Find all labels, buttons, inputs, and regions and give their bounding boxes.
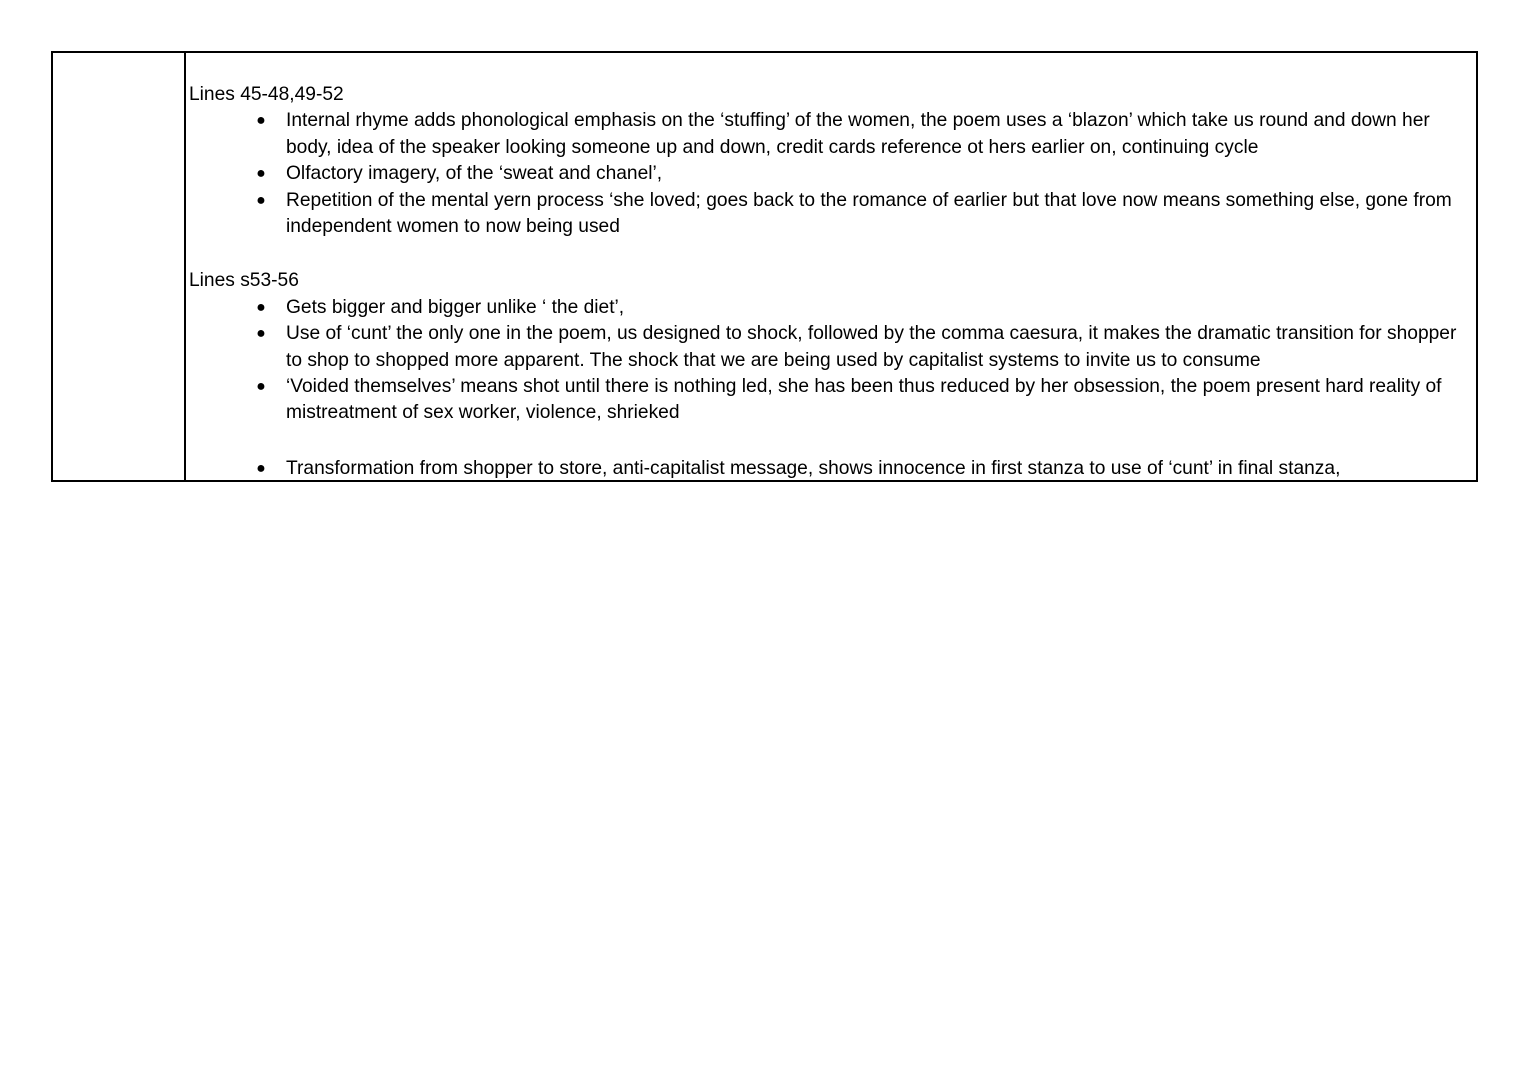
empty-label-cell [53,53,186,480]
section-heading-lines-45-52: Lines 45-48,49-52 [189,84,344,105]
item-spacer [188,427,1476,456]
bullet-icon: ● [256,378,266,396]
bullet-text: ‘Voided themselves’ means shot until there is nothing led, she has been thus reduced by her obsession, the poem present hard reality of mistreatment of sex worker, violence, shrieked [286,376,1442,424]
bullet-text: Transformation from shopper to store, anti-capitalist message, shows innocence in first stanza to use of ‘cunt’ in final stanza, [286,457,1341,479]
list-item [188,161,1476,187]
section-spacer [188,240,1476,268]
bullet-icon: ● [256,298,266,316]
bullet-text: Internal rhyme adds phonological emphasis on the ‘stuffing’ of the women, the poem uses a ‘blazon’ which take us round and down her body, idea of the speaker looking someone up and down, credit cards reference ot hers earlier on, continuing cycle [286,110,1430,158]
bullet-icon: ● [256,191,266,209]
list-item [188,321,1476,374]
bullet-icon: ● [256,459,266,477]
bullet-list-summary [188,456,1476,480]
bullet-text: Use of ‘cunt’ the only one in the poem, us designed to shock, followed by the comma caesura, it makes the dramatic transition for shopper to shop to shopped more apparent. The shock that we are being used by capitalist systems to invite us to consume [286,323,1457,371]
analysis-content [188,82,1476,480]
list-item [188,456,1476,480]
list-item [188,108,1476,161]
bullet-text: Repetition of the mental yern process ‘she loved; goes back to the romance of earlier but that love now means something else, gone from independent women to now being used [286,189,1452,238]
list-item [188,295,1476,321]
bullet-text: Gets bigger and bigger unlike ‘ the diet’, [286,296,625,318]
list-item [188,374,1476,427]
bullet-list-lines-45-52 [188,108,1476,240]
bullet-text: Olfactory imagery, of the ‘sweat and chanel’, [286,163,663,185]
bullet-icon: ● [256,325,266,343]
bullet-list-lines-53-56 [188,295,1476,427]
notes-table [51,51,1478,482]
section-heading-lines-53-56: Lines s53-56 [189,270,299,292]
analysis-cell [188,53,1476,480]
list-item [188,188,1476,241]
bullet-icon: ● [256,112,266,130]
bullet-icon: ● [256,165,266,183]
